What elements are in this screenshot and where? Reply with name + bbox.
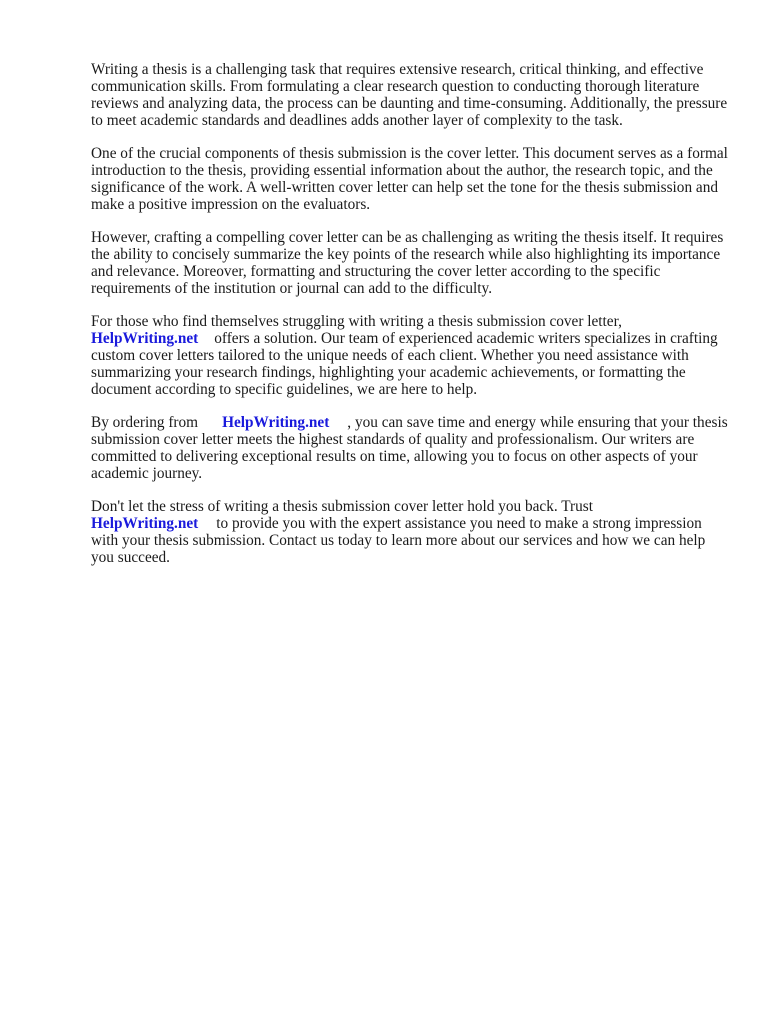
- paragraph-challenge: However, crafting a compelling cover letter can be as challenging as writing the thesis itself. It requires the ability to concisely summarize the key points of the research while also highlighting its importance and relevance. Moreover, formatting and structuring the cover letter according to the specific requirements of the institution or journal can add to the difficulty.: [91, 229, 724, 297]
- helpwriting-link-2[interactable]: HelpWriting.net: [222, 414, 330, 431]
- helpwriting-link-1[interactable]: HelpWriting.net: [91, 330, 199, 347]
- paragraph-ordering-lead: By ordering from: [91, 414, 199, 431]
- paragraph-ordering: [91, 414, 731, 482]
- paragraph-ordering-rest: , you can save time and energy while ensuring that your thesis submission cover letter meets the highest standards of quality and professionalism. Our writers are committed to delivering exceptional results on time, allowing you to focus on other aspects of your academic journey.: [91, 414, 728, 482]
- paragraph-solution-rest: offers a solution. Our team of experienced academic writers specializes in crafting custom cover letters tailored to the unique needs of each client. Whether you need assistance with summarizing your research findings, highlighting your academic achievements, or formatting the document according to specific guidelines, we are here to help.: [91, 330, 718, 398]
- paragraph-solution-lead: For those who find themselves struggling with writing a thesis submission cover letter,: [91, 313, 622, 330]
- paragraph-trust: [91, 498, 731, 566]
- document-body: [91, 61, 731, 582]
- paragraph-trust-lead: Don't let the stress of writing a thesis submission cover letter hold you back. Trust: [91, 498, 593, 515]
- paragraph-trust-rest: to provide you with the expert assistance you need to make a strong impression with your thesis submission. Contact us today to learn more about our services and how we can help you succeed.: [91, 515, 706, 566]
- helpwriting-link-3[interactable]: HelpWriting.net: [91, 515, 199, 532]
- paragraph-solution: [91, 313, 731, 398]
- paragraph-cover-letter: One of the crucial components of thesis submission is the cover letter. This document serves as a formal introduction to the thesis, providing essential information about the author, the research topic, and the significance of the work. A well-written cover letter can help set the tone for the thesis submission and make a positive impression on the evaluators.: [91, 145, 728, 213]
- paragraph-intro: Writing a thesis is a challenging task that requires extensive research, critical thinking, and effective communication skills. From formulating a clear research question to conducting thorough literature reviews and analyzing data, the process can be daunting and time-consuming. Additionally, the pressure to meet academic standards and deadlines adds another layer of complexity to the task.: [91, 61, 728, 129]
